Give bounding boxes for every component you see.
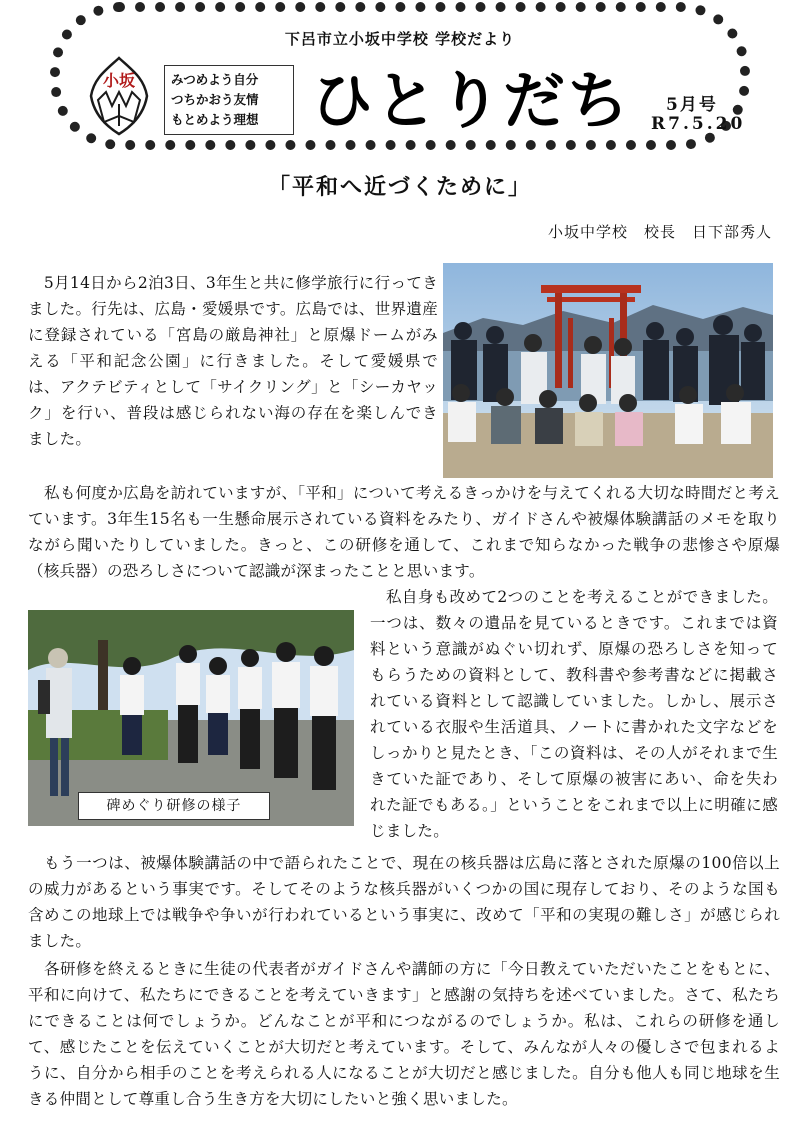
article-paragraph: 私も何度か広島を訪れていますが、「平和」について考えるきっかけを与えてくれる大切な時間だと考えています。3年生15名も一生懸命展示されている資料をみたり、ガイドさんや被爆体験講話のメモを取りながら聞いたりしていました。きっと、この研修を通して、これまで知らなかった戦争の悲惨さや原爆（核兵器）の恐ろしさについて認識が深まったことと思います。 [28, 484, 780, 580]
issue-month: 5月号 [666, 95, 718, 115]
motto-line: つちかおう友情 [171, 92, 259, 107]
newsletter-title: ひとりだち [311, 64, 632, 137]
photo-caption: 碑めぐり研修の様子 [78, 792, 270, 820]
photo-itsukushima-group [443, 263, 773, 478]
article-headline: 「平和へ近づくために」 [267, 174, 532, 200]
photo-monument-tour [28, 610, 354, 826]
masthead-inner [66, 18, 746, 137]
motto-line: みつめよう自分 [171, 72, 259, 87]
issue-date: R7.5.20 [651, 114, 746, 134]
school-name: 下呂市立小坂中学校 学校だより [284, 30, 516, 48]
article-paragraph: 各研修を終えるときに生徒の代表者がガイドさんや講師の方に「今日教えていただいたことをもとに、平和に向けて、私たちにできることを考えていきます」と感謝の気持ちを述べていました。さて、私たちにできることは何でしょうか。どんなことが平和につながるのでしょうか。私は、これらの研修を通して、感じたことを伝えていくことが大切だと考えています。そして、みんなが人々の優しさで包まれるように、自分から相手のことを考えられる人になることが大切だと感じました。自分も他人も同じ地球を生きる仲間として尊重し合う生き方を大切にしたいと強く思いました。 [28, 960, 780, 1108]
motto-line: もとめよう理想 [171, 112, 259, 127]
article-paragraph: もう一つは、被爆体験講話の中で語られたことで、現在の核兵器は広島に落とされた原爆の100倍以上の威力があるという事実です。そしてそのような核兵器がいくつかの国に現存しており、そのような国も含めこの地球上では戦争や争いが行われているという事実に、改めて「平和の実現の難しさ」が感じられました。 [28, 854, 780, 950]
school-emblem-icon [88, 56, 150, 136]
school-motto [164, 65, 294, 135]
article-paragraph: 5月14日から2泊3日、3年生と共に修学旅行に行ってきました。行先は、広島・愛媛県です。広島では、世界遺産に登録されている「宮島の厳島神社」と原爆ドームがみえる「平和記念公園」に行きました。そして愛媛県では、アクテビティとして「サイクリング」と「シーカヤック」を行い、普段は感じられない海の存在を楽しんできました。 [28, 274, 438, 448]
emblem-text: 小坂 [102, 71, 136, 90]
masthead [50, 2, 750, 150]
article-paragraph: 私自身も改めて2つのことを考えることができました。一つは、数々の遺品を見ているときです。これまでは資料という意識がぬぐい切れず、原爆の恐ろしさを知ってもらうための資料として、教科書や参考書などに掲載されている資料として認識していました。しかし、展示されている衣服や生活道具、ノートに書かれた文字などをしっかりと見たとき、「この資料は、その人がそれまで生きていた証であり、そして原爆の被害にあい、命を失われた証でもある。」ということをこれまで以上に明確に感じました。 [370, 588, 778, 840]
article-byline: 小坂中学校 校長 日下部秀人 [547, 223, 772, 241]
